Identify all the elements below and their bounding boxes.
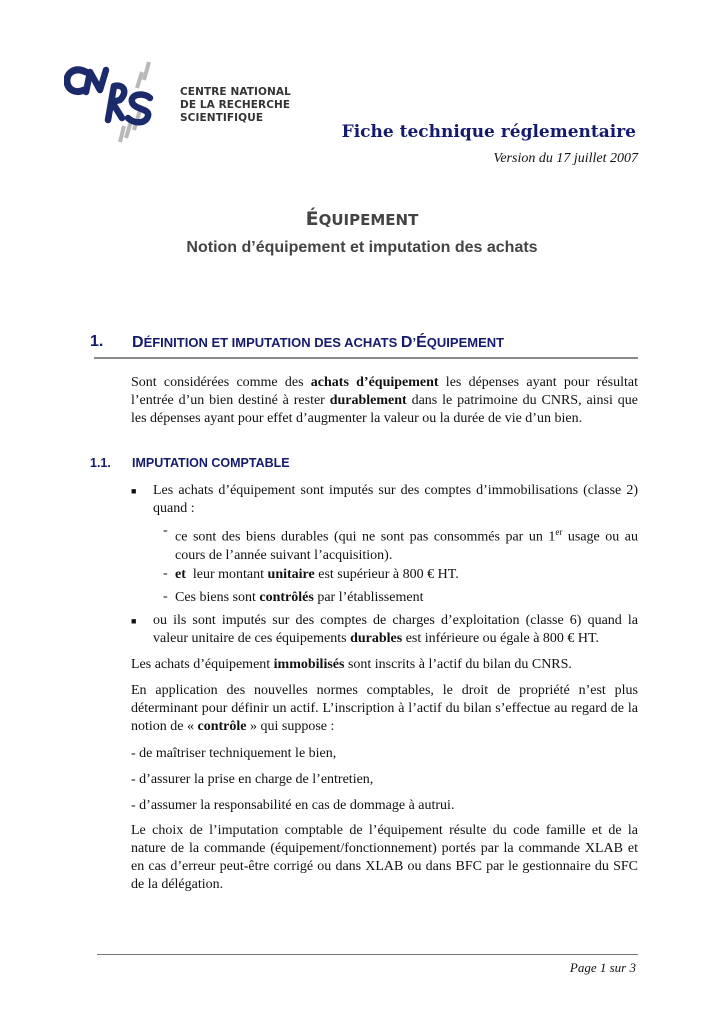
footer-divider [97,954,638,955]
cnrs-logo-text [180,86,291,125]
bold-text: contrôle [197,719,247,734]
bold-text: contrôlés [259,590,314,605]
title-first-letter: É [305,208,319,230]
dash-item [175,523,638,565]
section-divider [94,357,638,359]
document-subtitle: Notion d’équipement et imputation des achats [186,239,538,256]
dash-bullet: - [163,523,168,538]
bold-text: durablement [329,393,407,408]
text: En application des nouvelles normes comptables, le droit de propriété n’est plus déterminant pour définir un actif. L’inscription à l’actif du bilan s’effectue au regard de la notion de « [131,683,638,734]
logo-line: DE LA RECHERCHE [180,99,291,111]
section-number: 1. [90,333,104,350]
dash-bullet: - [163,566,168,581]
text: Sont considérées comme des [131,375,311,390]
intro-paragraph [131,374,638,428]
bold-text: et [175,567,186,582]
section-title [132,334,504,352]
text: » qui suppose : [246,719,335,734]
superscript: er [555,527,563,537]
logo-line: CENTRE NATIONAL [180,86,291,98]
text: par l’établissement [313,590,424,605]
text: est supérieur à 800 € HT. [314,567,459,582]
text: est inférieure ou égale à 800 € HT. [402,631,600,646]
text: Ces biens sont [175,590,260,605]
title-small: ’ [412,335,417,350]
dash-item [175,589,638,607]
text: usage ou au cours de l’année suivant l’acquisition). [175,529,638,563]
dash-item [175,566,638,584]
title-rest: QUIPEMENT [318,211,419,229]
title-cap: É [416,334,427,351]
suppose-item: - d’assumer la responsabilité en cas de dommage à autrui. [131,798,455,813]
text: sont inscrits à l’actif du bilan du CNRS. [344,657,572,672]
title-small: ÉFINITION ET IMPUTATION DES ACHATS [143,335,401,350]
immobilises-paragraph [131,656,638,674]
suppose-item: - d’assurer la prise en charge de l’entretien, [131,772,374,787]
bullet-item [153,612,638,648]
text: ou ils sont imputés sur des comptes de charges d’exploitation (classe 6) quand la valeur unitaire de ces équipements [153,613,638,646]
square-bullet-icon: ■ [131,486,137,496]
bold-text: achats d’équipement [310,375,439,390]
text: dans le patrimoine du CNRS, ainsi que les dépenses ayant pour effet d’augmenter la valeur ou la durée de vie d’un bien. [131,393,638,426]
fiche-title: Fiche technique réglementaire [341,122,636,142]
title-small: QUIPEMENT [426,335,505,350]
normes-paragraph [131,682,638,736]
title-cap: D [400,334,413,351]
choix-paragraph: Le choix de l’imputation comptable de l’équipement résulte du code famille et de la nature de la commande (équipement/fonctionnement) portés par la commande XLAB et en cas d’erreur peut-être corrigé ou dans XLAB ou dans BFC par le gestionnaire du SFC de la délégation. [131,823,638,892]
document-title [0,208,724,230]
subsection-number: 1.1. [90,456,111,470]
page-number: Page 1 sur 3 [569,960,636,975]
text: leur montant [185,567,268,582]
title-cap: D [132,334,144,351]
bold-text: unitaire [267,567,315,582]
bullet-item: Les achats d’équipement sont imputés sur des comptes d’immobilisations (classe 2) quand : [153,483,638,516]
version-date: Version du 17 juillet 2007 [493,151,638,166]
cnrs-logo [64,58,164,148]
suppose-item: - de maîtriser techniquement le bien, [131,746,337,761]
square-bullet-icon: ■ [131,616,137,626]
dash-bullet: - [163,589,168,604]
bold-text: durables [350,631,403,646]
cnrs-logo-icon [64,58,164,148]
text: ce sont des biens durables (qui ne sont pas consommés par un 1 [175,529,556,545]
text: Les achats d’équipement [131,657,274,672]
text: les dépenses ayant pour résultat l’entrée d’un bien destiné à rester [131,375,639,408]
bold-text: immobilisés [273,657,345,672]
subsection-title: IMPUTATION COMPTABLE [132,456,290,470]
logo-line: SCIENTIFIQUE [180,112,264,124]
